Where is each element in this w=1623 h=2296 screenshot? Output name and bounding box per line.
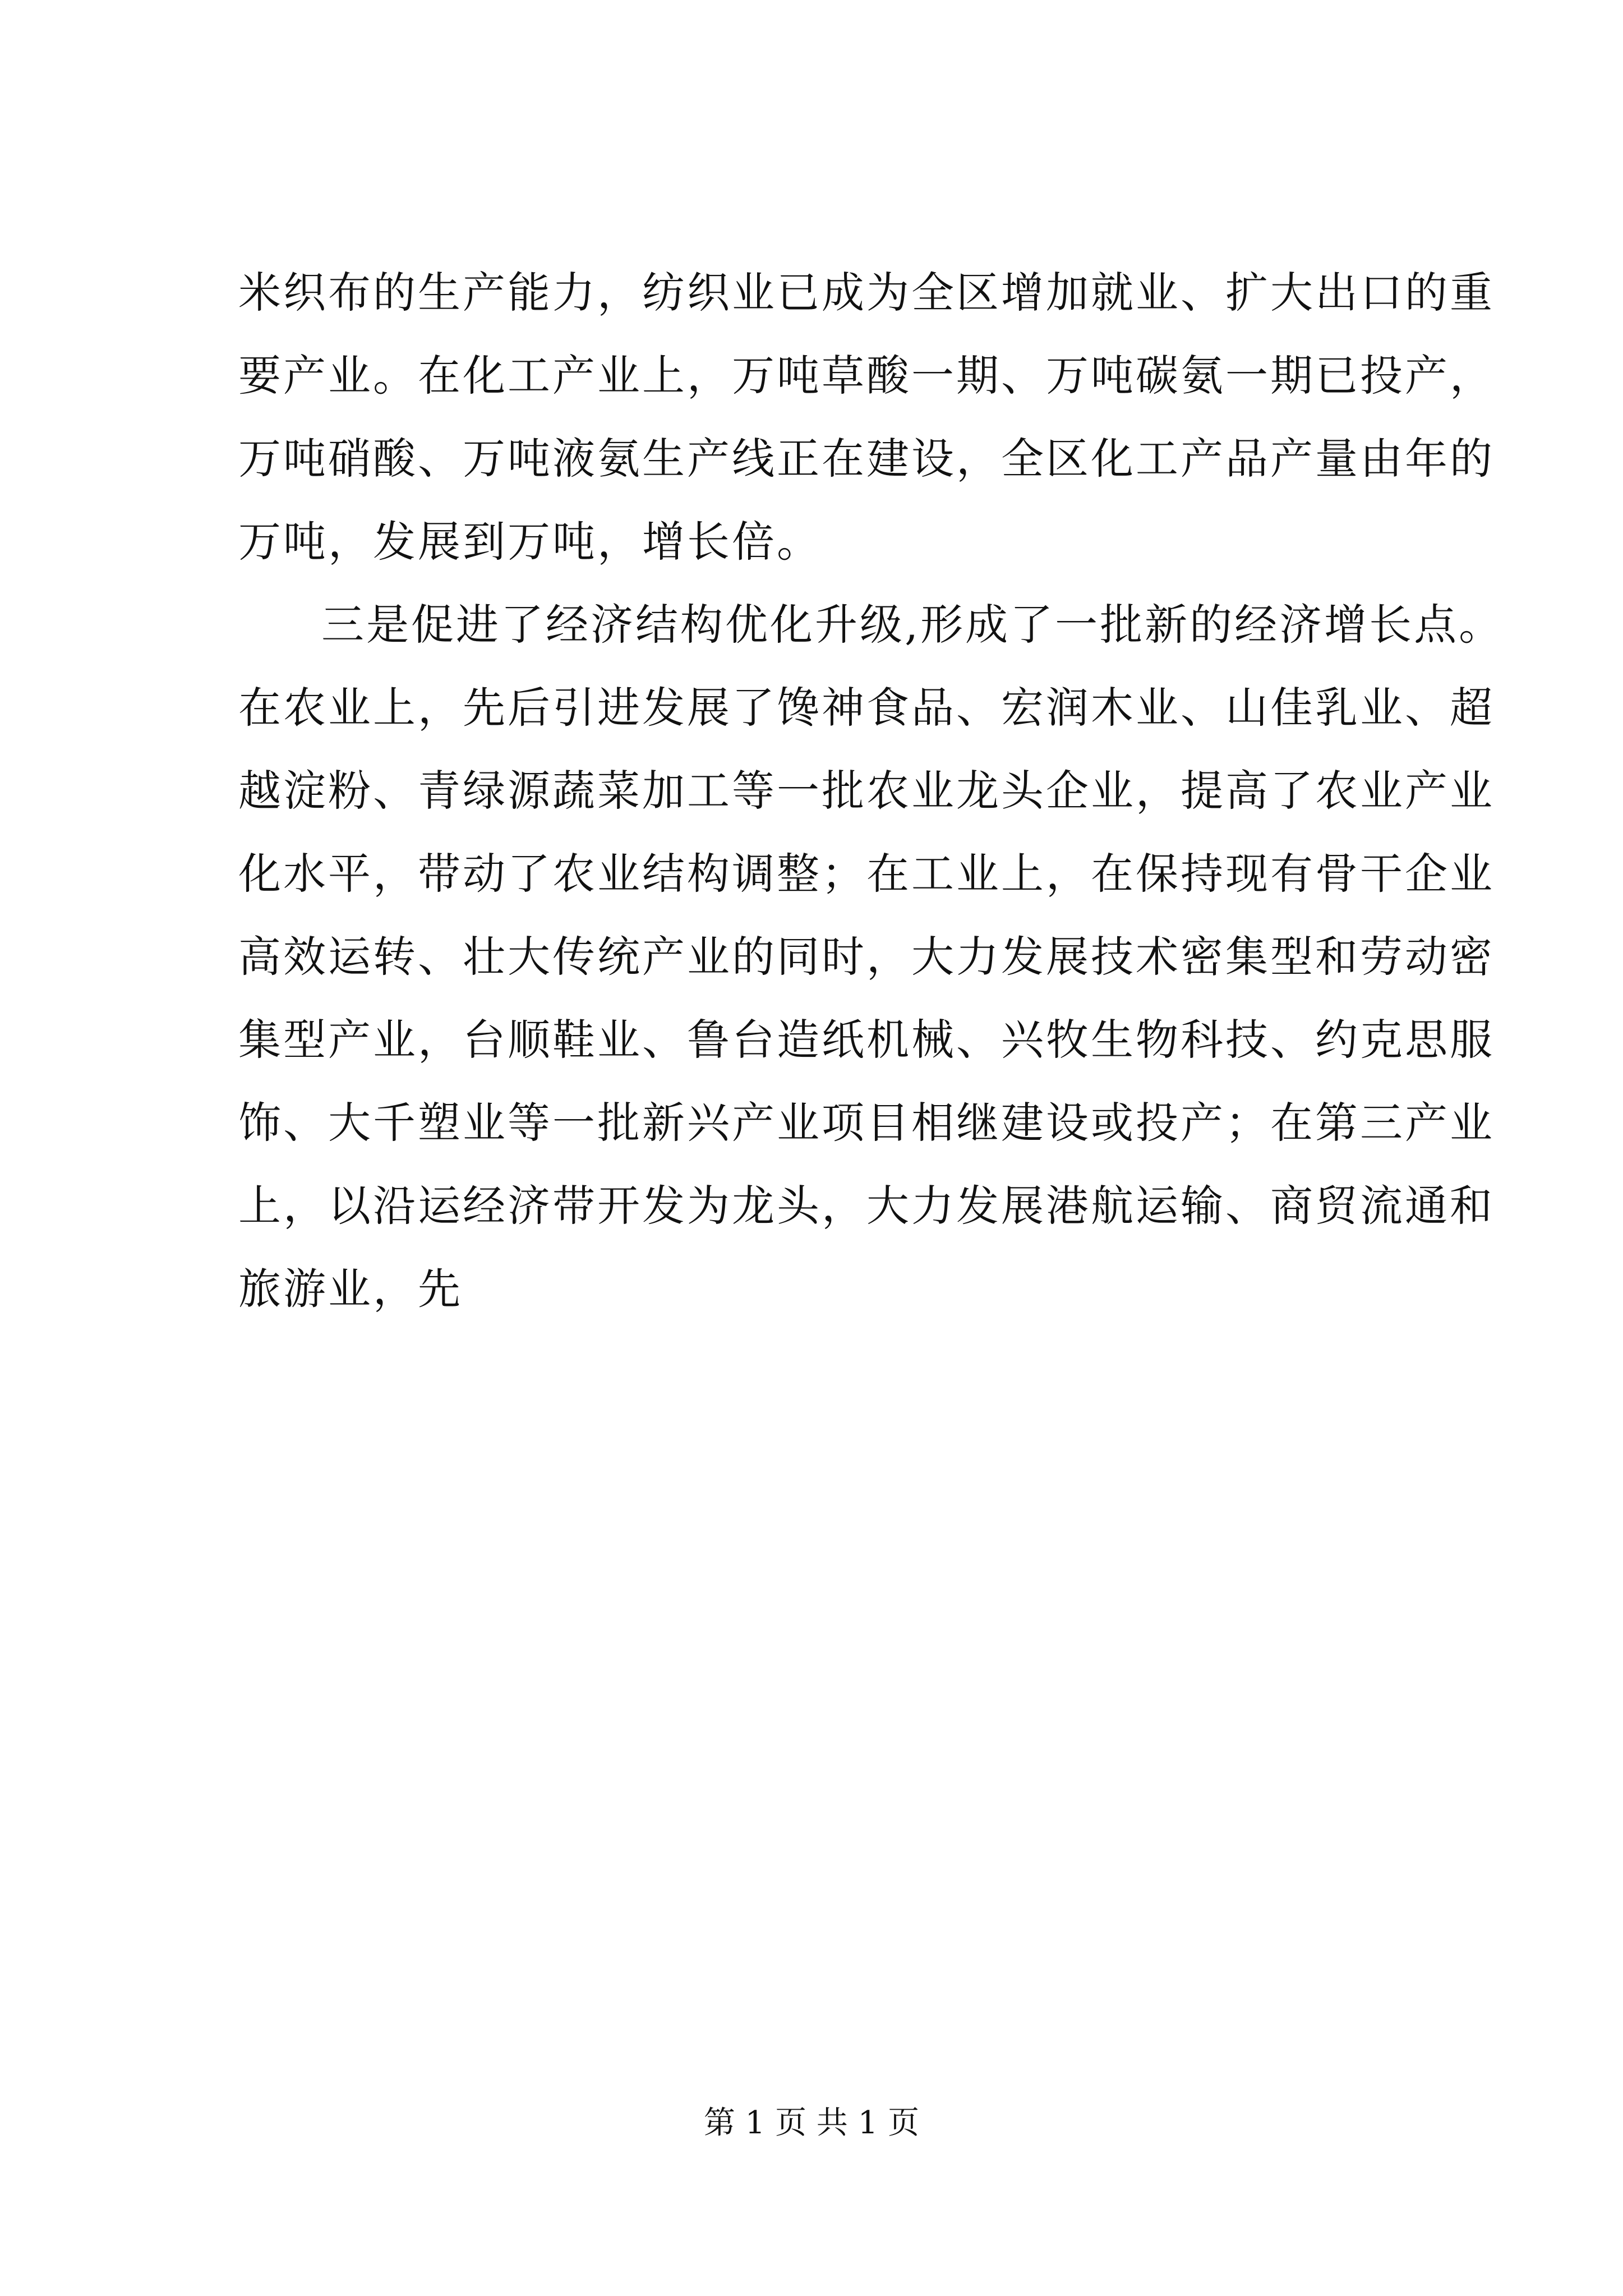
- text-line: 越淀粉、青绿源蔬菜加工等一批农业龙头企业，提高了农业产业: [238, 766, 1495, 816]
- text-line: 米织布的生产能力，纺织业已成为全区增加就业、扩大出口的重: [238, 268, 1495, 318]
- text-line: 化水平，带动了农业结构调整；在工业上，在保持现有骨干企业: [238, 849, 1495, 899]
- document-body: [238, 251, 1504, 1331]
- text-line: 万吨，发展到万吨，增长倍。: [238, 517, 822, 567]
- text-line: 万吨硝酸、万吨液氨生产线正在建设，全区化工产品产量由年的: [238, 434, 1495, 484]
- text-line: 三是促进了经济结构优化升级,形成了一批新的经济增长点。: [321, 600, 1504, 650]
- text-line: 上，以沿运经济带开发为龙头，大力发展港航运输、商贸流通和: [238, 1181, 1495, 1231]
- text-line: 在农业上，先后引进发展了馋神食品、宏润木业、山佳乳业、超: [238, 683, 1495, 733]
- page-footer: 第 1 页 共 1 页: [703, 2105, 920, 2141]
- paragraph-1: [238, 251, 1495, 583]
- paragraph-2: [238, 583, 1504, 1331]
- text-line: 要产业。在化工产业上，万吨草酸一期、万吨碳氨一期已投产，: [238, 351, 1495, 401]
- text-line: 高效运转、壮大传统产业的同时，大力发展技术密集型和劳动密: [238, 932, 1495, 982]
- text-line: 旅游业，先: [238, 1264, 463, 1314]
- text-line: 集型产业，台顺鞋业、鲁台造纸机械、兴牧生物科技、约克思服: [238, 1015, 1495, 1065]
- text-line: 饰、大千塑业等一批新兴产业项目相继建设或投产；在第三产业: [238, 1098, 1495, 1148]
